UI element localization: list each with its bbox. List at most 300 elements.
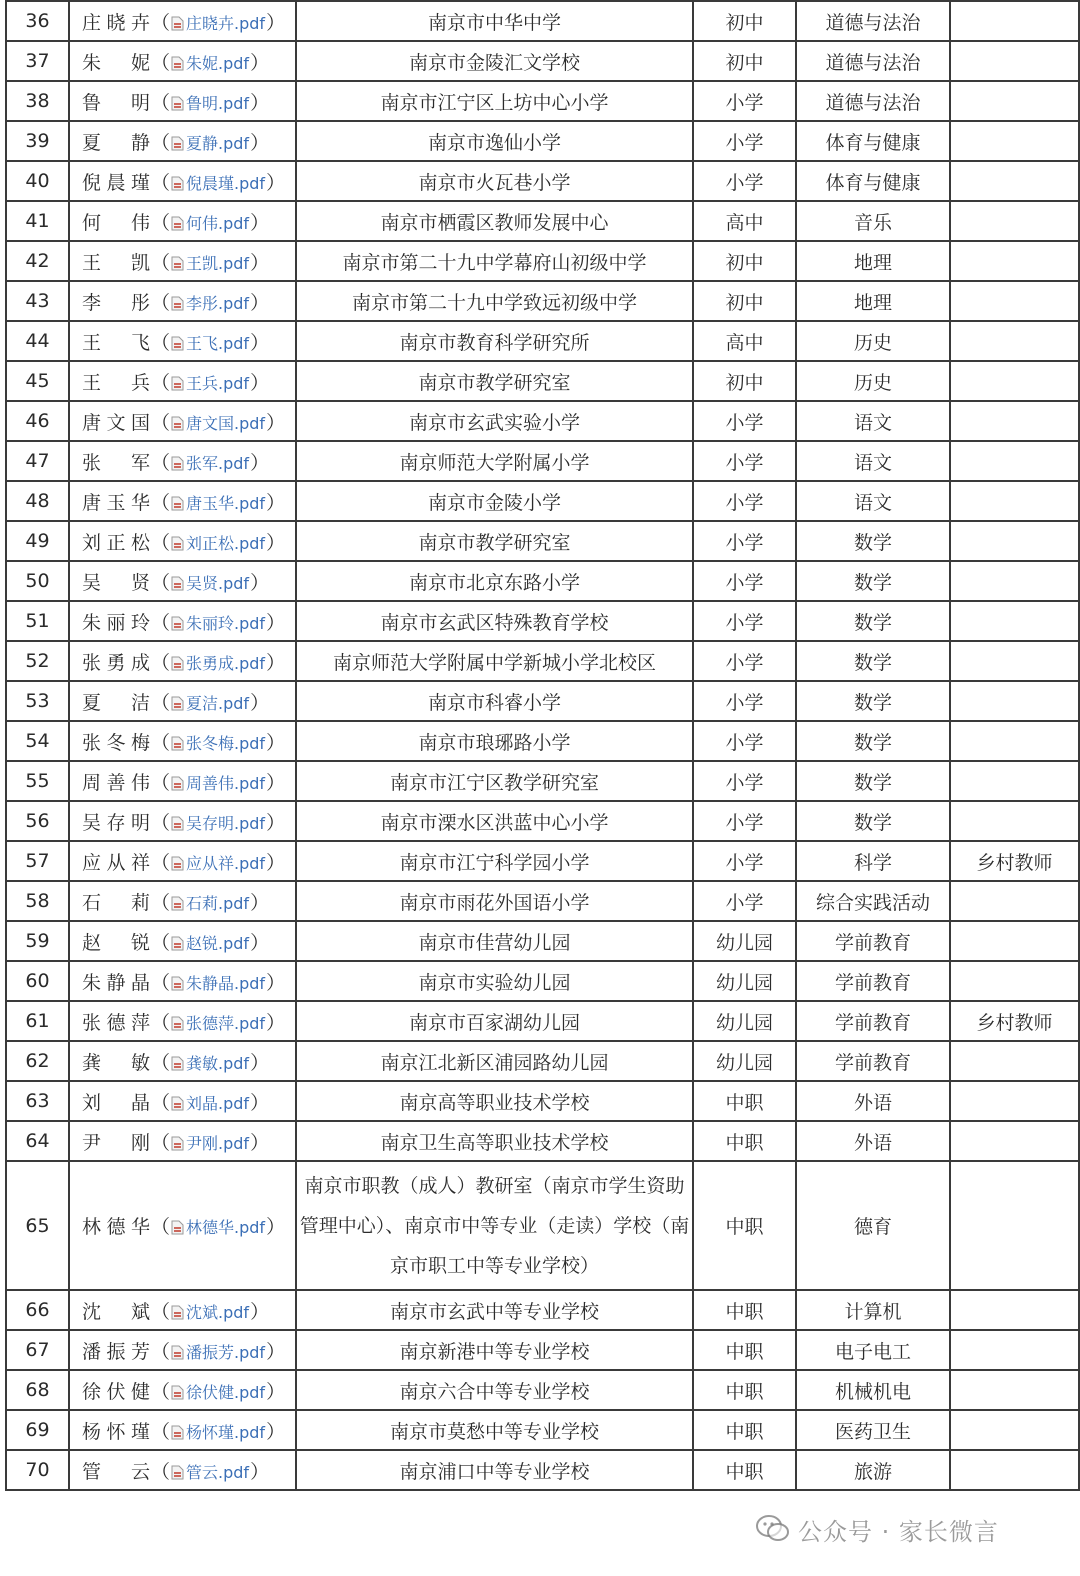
organization: 南京市第二十九中学致远初级中学 (296, 281, 693, 321)
table-row (6, 161, 1079, 201)
table-row (6, 281, 1079, 321)
note (950, 1330, 1079, 1370)
table-row (6, 41, 1079, 81)
open-paren: （ (151, 371, 171, 394)
teacher-name: 王 兵 (82, 371, 150, 394)
teacher-name-cell (69, 801, 296, 841)
open-paren: （ (151, 971, 171, 994)
close-paren: ） (250, 931, 270, 954)
school-level: 中职 (693, 1081, 796, 1121)
teacher-name-cell (69, 761, 296, 801)
close-paren: ） (250, 251, 270, 274)
school-level: 幼儿园 (693, 1041, 796, 1081)
close-paren: ） (250, 371, 270, 394)
organization: 南京市莫愁中等专业学校 (296, 1410, 693, 1450)
subject: 学前教育 (796, 921, 950, 961)
close-paren: ） (266, 491, 286, 514)
note (950, 241, 1079, 281)
organization: 南京市教育科学研究所 (296, 321, 693, 361)
row-number: 45 (6, 361, 69, 401)
school-level: 高中 (693, 201, 796, 241)
note (950, 481, 1079, 521)
close-paren: ） (250, 891, 270, 914)
pdf-link[interactable]: 张军.pdf (186, 453, 250, 473)
pdf-icon (171, 1136, 184, 1151)
table-row (6, 121, 1079, 161)
teacher-name: 徐伏健 (82, 1380, 150, 1403)
wechat-icon (756, 1514, 790, 1544)
subject: 数学 (796, 601, 950, 641)
organization: 南京市教学研究室 (296, 521, 693, 561)
close-paren: ） (266, 771, 286, 794)
open-paren: （ (151, 1216, 171, 1238)
teacher-name-cell (69, 1330, 296, 1370)
school-level: 中职 (693, 1450, 796, 1490)
subject: 学前教育 (796, 1041, 950, 1081)
organization: 南京市玄武中等专业学校 (296, 1290, 693, 1330)
note (950, 721, 1079, 761)
organization: 南京浦口中等专业学校 (296, 1450, 693, 1490)
open-paren: （ (151, 811, 171, 834)
table-row (6, 81, 1079, 121)
teacher-name-cell (69, 1081, 296, 1121)
table-row (6, 521, 1079, 561)
note (950, 161, 1079, 201)
table-row (6, 881, 1079, 921)
close-paren: ） (266, 531, 286, 554)
school-level: 小学 (693, 81, 796, 121)
teacher-name-cell (69, 361, 296, 401)
close-paren: ） (250, 1091, 270, 1114)
teacher-name: 唐文国 (82, 411, 150, 434)
teacher-name: 唐玉华 (82, 491, 150, 514)
open-paren: （ (151, 691, 171, 714)
row-number: 54 (6, 721, 69, 761)
pdf-icon (171, 1056, 184, 1071)
open-paren: （ (151, 51, 171, 74)
subject: 外语 (796, 1081, 950, 1121)
school-level: 小学 (693, 721, 796, 761)
teacher-name-cell (69, 1121, 296, 1161)
teacher-name-cell (69, 681, 296, 721)
subject: 学前教育 (796, 961, 950, 1001)
note (950, 1081, 1079, 1121)
note (950, 361, 1079, 401)
teacher-name-cell (69, 881, 296, 921)
teacher-name: 庄晓卉 (82, 11, 150, 34)
row-number: 63 (6, 1081, 69, 1121)
subject: 道德与法治 (796, 81, 950, 121)
pdf-link[interactable]: 王飞.pdf (186, 333, 250, 353)
open-paren: （ (151, 891, 171, 914)
open-paren: （ (151, 651, 171, 674)
subject: 道德与法治 (796, 1, 950, 41)
pdf-link[interactable]: 朱丽玲.pdf (186, 613, 266, 633)
school-level: 小学 (693, 401, 796, 441)
pdf-link[interactable]: 唐文国.pdf (186, 413, 266, 433)
close-paren: ） (266, 611, 286, 634)
teacher-name: 李 彤 (82, 291, 150, 314)
open-paren: （ (151, 851, 171, 874)
table-row (6, 1330, 1079, 1370)
pdf-link[interactable]: 李彤.pdf (186, 293, 250, 313)
pdf-icon (171, 1465, 184, 1480)
subject: 历史 (796, 321, 950, 361)
pdf-icon (171, 96, 184, 111)
pdf-icon (171, 736, 184, 751)
pdf-icon (171, 1096, 184, 1111)
table-row (6, 361, 1079, 401)
school-level: 初中 (693, 361, 796, 401)
pdf-link[interactable]: 刘晶.pdf (186, 1093, 250, 1113)
row-number: 52 (6, 641, 69, 681)
organization: 南京市中华中学 (296, 1, 693, 41)
teacher-name-cell (69, 921, 296, 961)
school-level: 小学 (693, 681, 796, 721)
note (950, 801, 1079, 841)
row-number: 37 (6, 41, 69, 81)
pdf-icon (171, 1016, 184, 1031)
table-row (6, 601, 1079, 641)
note: 乡村教师 (950, 1001, 1079, 1041)
close-paren: ） (250, 1051, 270, 1074)
subject: 数学 (796, 721, 950, 761)
teacher-name: 周善伟 (82, 771, 150, 794)
school-level: 幼儿园 (693, 1001, 796, 1041)
pdf-link[interactable]: 尹刚.pdf (186, 1133, 250, 1153)
subject: 旅游 (796, 1450, 950, 1490)
pdf-link[interactable]: 朱妮.pdf (186, 53, 250, 73)
pdf-link[interactable]: 杨怀瑾.pdf (186, 1422, 266, 1442)
row-number: 61 (6, 1001, 69, 1041)
table-row (6, 1450, 1079, 1490)
organization: 南京市玄武实验小学 (296, 401, 693, 441)
subject: 学前教育 (796, 1001, 950, 1041)
organization: 南京六合中等专业学校 (296, 1370, 693, 1410)
open-paren: （ (151, 91, 171, 114)
organization: 南京市雨花外国语小学 (296, 881, 693, 921)
teacher-name-cell (69, 1410, 296, 1450)
row-number: 36 (6, 1, 69, 41)
school-level: 小学 (693, 801, 796, 841)
close-paren: ） (266, 651, 286, 674)
teacher-name: 林德华 (82, 1216, 150, 1238)
pdf-icon (171, 856, 184, 871)
note: 乡村教师 (950, 841, 1079, 881)
row-number: 48 (6, 481, 69, 521)
subject: 计算机 (796, 1290, 950, 1330)
teacher-name-cell (69, 641, 296, 681)
school-level: 中职 (693, 1410, 796, 1450)
pdf-icon (171, 1385, 184, 1400)
organization: 南京市实验幼儿园 (296, 961, 693, 1001)
organization: 南京市琅琊路小学 (296, 721, 693, 761)
close-paren: ） (266, 1011, 286, 1034)
school-level: 小学 (693, 641, 796, 681)
row-number: 43 (6, 281, 69, 321)
teacher-name: 张冬梅 (82, 731, 150, 754)
teacher-name-cell (69, 481, 296, 521)
row-number: 47 (6, 441, 69, 481)
subject: 语文 (796, 481, 950, 521)
row-number: 38 (6, 81, 69, 121)
pdf-icon (171, 1220, 184, 1235)
organization: 南京江北新区浦园路幼儿园 (296, 1041, 693, 1081)
teacher-name-cell (69, 1161, 296, 1290)
pdf-link[interactable]: 吴存明.pdf (186, 813, 266, 833)
pdf-icon (171, 376, 184, 391)
teacher-name: 应从祥 (82, 851, 150, 874)
teacher-name-cell (69, 1, 296, 41)
pdf-icon (171, 336, 184, 351)
organization: 南京新港中等专业学校 (296, 1330, 693, 1370)
pdf-link[interactable]: 何伟.pdf (186, 213, 250, 233)
teacher-name-cell (69, 321, 296, 361)
row-number: 39 (6, 121, 69, 161)
school-level: 幼儿园 (693, 961, 796, 1001)
table-row (6, 841, 1079, 881)
open-paren: （ (151, 491, 171, 514)
table-row (6, 401, 1079, 441)
subject: 外语 (796, 1121, 950, 1161)
school-level: 小学 (693, 521, 796, 561)
subject: 地理 (796, 241, 950, 281)
pdf-link[interactable]: 倪晨瑾.pdf (186, 173, 266, 193)
table-row (6, 1121, 1079, 1161)
note (950, 921, 1079, 961)
close-paren: ） (250, 1460, 270, 1483)
close-paren: ） (266, 1380, 286, 1403)
table-row (6, 801, 1079, 841)
close-paren: ） (250, 331, 270, 354)
organization: 南京市科睿小学 (296, 681, 693, 721)
pdf-link[interactable]: 应从祥.pdf (186, 853, 266, 873)
row-number: 51 (6, 601, 69, 641)
organization: 南京市江宁区上坊中心小学 (296, 81, 693, 121)
organization: 南京市逸仙小学 (296, 121, 693, 161)
organization: 南京市职教（成人）教研室（南京市学生资助管理中心）、南京市中等专业（走读）学校（南京市职工中等专业学校） (296, 1161, 693, 1290)
teacher-name-cell (69, 201, 296, 241)
table-row (6, 1290, 1079, 1330)
note (950, 1450, 1079, 1490)
close-paren: ） (266, 171, 286, 194)
school-level: 中职 (693, 1161, 796, 1290)
note (950, 1121, 1079, 1161)
organization: 南京市江宁科学园小学 (296, 841, 693, 881)
subject: 电子电工 (796, 1330, 950, 1370)
close-paren: ） (266, 11, 286, 34)
pdf-link[interactable]: 张冬梅.pdf (186, 733, 266, 753)
pdf-icon (171, 976, 184, 991)
pdf-icon (171, 1425, 184, 1440)
table-row (6, 1161, 1079, 1290)
row-number: 41 (6, 201, 69, 241)
pdf-link[interactable]: 王兵.pdf (186, 373, 250, 393)
open-paren: （ (151, 331, 171, 354)
organization: 南京市金陵汇文学校 (296, 41, 693, 81)
close-paren: ） (266, 411, 286, 434)
row-number: 44 (6, 321, 69, 361)
note (950, 201, 1079, 241)
row-number: 40 (6, 161, 69, 201)
teacher-name-cell (69, 161, 296, 201)
subject: 语文 (796, 441, 950, 481)
row-number: 53 (6, 681, 69, 721)
note (950, 881, 1079, 921)
row-number: 57 (6, 841, 69, 881)
table-row (6, 721, 1079, 761)
teacher-name: 龚 敏 (82, 1051, 150, 1074)
row-number: 50 (6, 561, 69, 601)
teacher-name: 张 军 (82, 451, 150, 474)
pdf-icon (171, 56, 184, 71)
open-paren: （ (151, 1420, 171, 1443)
pdf-link[interactable]: 龚敏.pdf (186, 1053, 250, 1073)
open-paren: （ (151, 1380, 171, 1403)
organization: 南京卫生高等职业技术学校 (296, 1121, 693, 1161)
school-level: 中职 (693, 1121, 796, 1161)
subject: 德育 (796, 1161, 950, 1290)
teacher-name: 夏 静 (82, 131, 150, 154)
table-row (6, 321, 1079, 361)
teacher-name: 刘正松 (82, 531, 150, 554)
subject: 数学 (796, 561, 950, 601)
pdf-link[interactable]: 林德华.pdf (186, 1218, 266, 1237)
note (950, 561, 1079, 601)
pdf-link[interactable]: 管云.pdf (186, 1462, 250, 1482)
open-paren: （ (151, 171, 171, 194)
school-level: 中职 (693, 1290, 796, 1330)
pdf-link[interactable]: 庄晓卉.pdf (186, 13, 266, 33)
subject: 体育与健康 (796, 161, 950, 201)
pdf-link[interactable]: 吴贤.pdf (186, 573, 250, 593)
pdf-icon (171, 16, 184, 31)
teacher-name: 王 飞 (82, 331, 150, 354)
pdf-link[interactable]: 沈斌.pdf (186, 1302, 250, 1322)
close-paren: ） (250, 51, 270, 74)
open-paren: （ (151, 1460, 171, 1483)
organization: 南京市教学研究室 (296, 361, 693, 401)
pdf-link[interactable]: 朱静晶.pdf (186, 973, 266, 993)
pdf-link[interactable]: 夏静.pdf (186, 133, 250, 153)
pdf-link[interactable]: 徐伏健.pdf (186, 1382, 266, 1402)
pdf-icon (171, 616, 184, 631)
teacher-name: 赵 锐 (82, 931, 150, 954)
pdf-link[interactable]: 张德萍.pdf (186, 1013, 266, 1033)
subject: 数学 (796, 761, 950, 801)
open-paren: （ (151, 1131, 171, 1154)
open-paren: （ (151, 1051, 171, 1074)
subject: 地理 (796, 281, 950, 321)
row-number: 68 (6, 1370, 69, 1410)
school-level: 初中 (693, 241, 796, 281)
teacher-name-cell (69, 521, 296, 561)
pdf-icon (171, 216, 184, 231)
row-number: 58 (6, 881, 69, 921)
subject: 科学 (796, 841, 950, 881)
row-number: 64 (6, 1121, 69, 1161)
subject: 综合实践活动 (796, 881, 950, 921)
pdf-link[interactable]: 夏洁.pdf (186, 693, 250, 713)
school-level: 小学 (693, 881, 796, 921)
pdf-link[interactable]: 唐玉华.pdf (186, 493, 266, 513)
teacher-name-cell (69, 1370, 296, 1410)
pdf-icon (171, 936, 184, 951)
teacher-name: 刘 晶 (82, 1091, 150, 1114)
school-level: 中职 (693, 1370, 796, 1410)
pdf-icon (171, 1345, 184, 1360)
subject: 体育与健康 (796, 121, 950, 161)
school-level: 小学 (693, 161, 796, 201)
row-number: 67 (6, 1330, 69, 1370)
school-level: 小学 (693, 761, 796, 801)
school-level: 幼儿园 (693, 921, 796, 961)
teacher-name: 朱静晶 (82, 971, 150, 994)
close-paren: ） (266, 1216, 286, 1238)
row-number: 56 (6, 801, 69, 841)
pdf-link[interactable]: 周善伟.pdf (186, 773, 266, 793)
open-paren: （ (151, 1300, 171, 1323)
organization: 南京高等职业技术学校 (296, 1081, 693, 1121)
note (950, 1041, 1079, 1081)
teacher-name-cell (69, 1450, 296, 1490)
teacher-name-cell (69, 601, 296, 641)
pdf-link[interactable]: 王凯.pdf (186, 253, 250, 273)
close-paren: ） (250, 291, 270, 314)
pdf-icon (171, 496, 184, 511)
pdf-link[interactable]: 石莉.pdf (186, 893, 250, 913)
table-row (6, 1001, 1079, 1041)
organization: 南京市江宁区教学研究室 (296, 761, 693, 801)
teacher-name: 潘振芳 (82, 1340, 150, 1363)
table-row (6, 961, 1079, 1001)
note (950, 401, 1079, 441)
pdf-link[interactable]: 刘正松.pdf (186, 533, 266, 553)
pdf-icon (171, 136, 184, 151)
subject: 历史 (796, 361, 950, 401)
open-paren: （ (151, 251, 171, 274)
pdf-icon (171, 416, 184, 431)
teacher-name: 倪晨瑾 (82, 171, 150, 194)
note (950, 601, 1079, 641)
pdf-icon (171, 176, 184, 191)
subject: 数学 (796, 641, 950, 681)
teacher-name-cell (69, 241, 296, 281)
note (950, 321, 1079, 361)
pdf-link[interactable]: 潘振芳.pdf (186, 1342, 266, 1362)
row-number: 55 (6, 761, 69, 801)
teacher-name: 沈 斌 (82, 1300, 150, 1323)
table-row (6, 641, 1079, 681)
subject: 数学 (796, 801, 950, 841)
close-paren: ） (250, 1300, 270, 1323)
teacher-name-cell (69, 1001, 296, 1041)
pdf-icon (171, 456, 184, 471)
pdf-link[interactable]: 鲁明.pdf (186, 93, 250, 113)
table-row (6, 241, 1079, 281)
pdf-link[interactable]: 赵锐.pdf (186, 933, 250, 953)
table-row (6, 1, 1079, 41)
row-number: 59 (6, 921, 69, 961)
teacher-name: 张勇成 (82, 651, 150, 674)
table-row (6, 761, 1079, 801)
open-paren: （ (151, 131, 171, 154)
watermark-text: 公众号 · 家长微言 (798, 1517, 999, 1546)
subject: 道德与法治 (796, 41, 950, 81)
open-paren: （ (151, 1011, 171, 1034)
pdf-link[interactable]: 张勇成.pdf (186, 653, 266, 673)
subject: 数学 (796, 681, 950, 721)
